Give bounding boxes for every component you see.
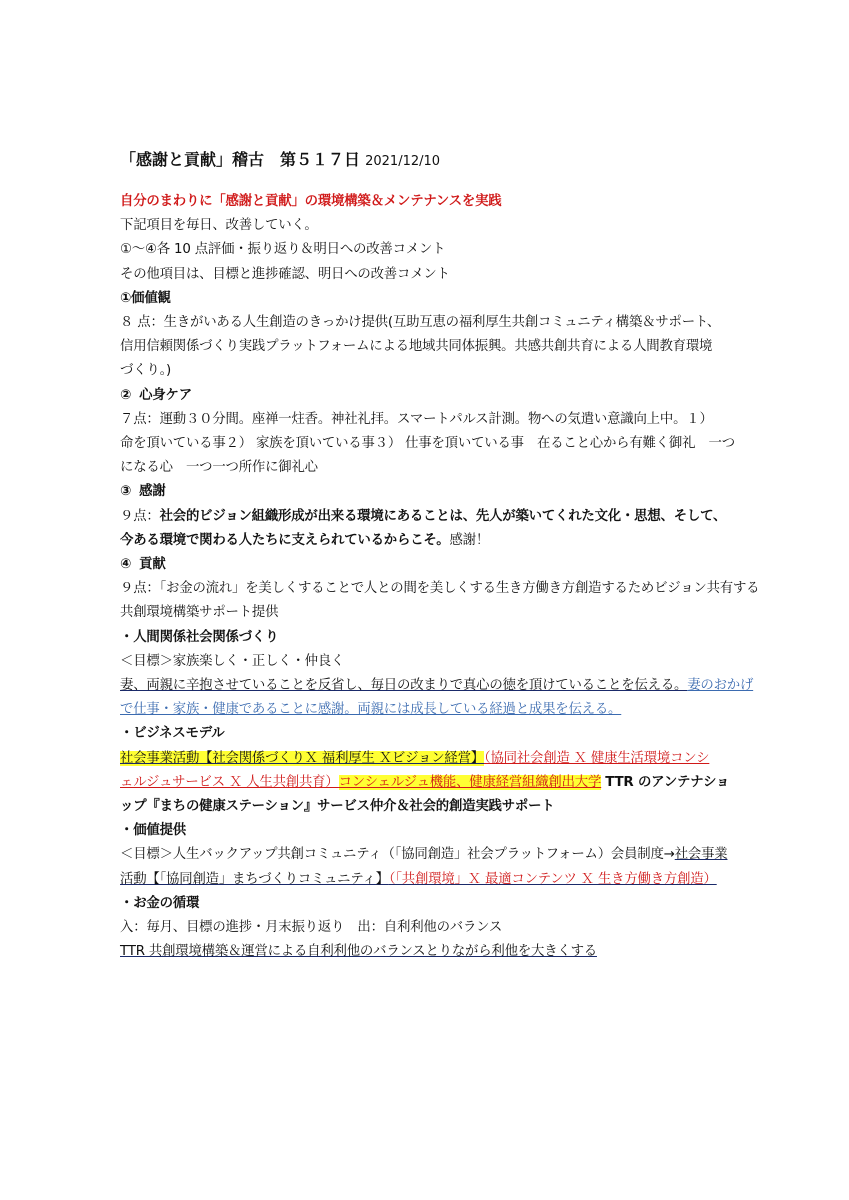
- intro-line-2: ①～④各 10 点評価・振り返り＆明日への改善コメント: [120, 242, 446, 258]
- care-line-2: 命を頂いている事２） 家族を頂いている事３） 仕事を頂いている事 在ること心から有難く御礼 一つ: [120, 436, 735, 452]
- business-line-1: [120, 747, 760, 771]
- relations-heading: ・人間関係社会関係づくり: [120, 629, 279, 645]
- business-highlight-2: コンシェルジュ機能、健康経営組織創出大学: [338, 774, 602, 790]
- relations-line-1: [120, 674, 760, 698]
- values-line-3: づくり。): [120, 363, 172, 379]
- money-heading: ・お金の循環: [120, 895, 200, 911]
- offer-text-2-underlined: 活動【「協同創造」まちづくりコミュニティ】: [120, 871, 389, 887]
- business-bold-1: TTR のアンテナショ: [605, 774, 730, 790]
- contribution-title: 貢献: [139, 557, 166, 573]
- gratitude-heading: [120, 480, 760, 504]
- business-red-1: （協同社会創造 Ｘ 健康生活環境コンシ: [484, 750, 710, 766]
- relations-line-2: で仕事・家族・健康であることに感謝。両親には成長している経過と成果を伝える。: [120, 702, 622, 718]
- gratitude-thanks: 感謝！: [449, 532, 490, 548]
- values-line-2: 信用信頼関係づくり実践プラットフォームによる地域共同体振興。共感共創共育による人間教育環境: [120, 339, 713, 355]
- theme-line: 自分のまわりに「感謝と貢献」の環境構築＆メンテナンスを実践: [120, 194, 502, 209]
- title-main: 「感謝と貢献」稽古 第５１７日: [120, 150, 361, 169]
- page-title: [120, 150, 760, 172]
- business-heading: ・ビジネスモデル: [120, 726, 225, 742]
- care-num: ②: [120, 387, 132, 403]
- business-highlight-1: 社会事業活動【社会関係づくりＸ 福利厚生 Ｘビジョン経営】: [120, 750, 484, 766]
- business-red-2: ェルジュサービス Ｘ 人生共創共育）: [120, 774, 339, 790]
- values-heading: ①価値観: [120, 290, 171, 306]
- relations-goal: ＜目標＞家族楽しく・正しく・仲良く: [120, 653, 345, 669]
- gratitude-line-2: [120, 529, 760, 553]
- contribution-heading: [120, 553, 760, 577]
- gratitude-line-1: [120, 505, 760, 529]
- business-line-3: ップ『まちの健康ステーション』サービス仲介＆社会的創造実践サポート: [120, 799, 555, 815]
- money-line-2: TTR 共創環境構築＆運営による自利利他のバランスとりながら利他を大きくする: [120, 944, 597, 960]
- offer-text-1-underlined: 社会事業: [674, 847, 728, 863]
- document-page: [120, 150, 760, 965]
- gratitude-text-1: 社会的ビジョン組織形成が出来る環境にあることは、先人が築いてくれた文化・思想、そして、: [159, 508, 727, 524]
- gratitude-num: ③: [120, 484, 132, 500]
- care-heading: [120, 384, 760, 408]
- relations-text-2: 妻のおかげ: [687, 678, 754, 694]
- money-line-1: 入：毎月、目標の進捗・月末振り返り 出：自利利他のバランス: [120, 920, 503, 936]
- gratitude-title: 感謝: [139, 484, 166, 500]
- intro-line-3: その他項目は、目標と進捗確認、明日への改善コメント: [120, 266, 450, 282]
- relations-text-1: 妻、両親に辛抱させていることを反省し、毎日の改まりで真心の徳を頂けていることを伝える。: [120, 678, 688, 694]
- offer-line-1: [120, 843, 760, 867]
- care-line-3: になる心 一つ一つ所作に御礼心: [120, 460, 318, 476]
- offer-text-2-red: （「共創環境」Ｘ 最適コンテンツ Ｘ 生き方働き方創造）: [388, 871, 717, 887]
- offer-text-1: ＜目標＞人生バックアップ共創コミュニティ（「協同創造」社会プラットフォーム）会員制度→: [120, 847, 675, 863]
- contribution-num: ④: [120, 557, 132, 573]
- contribution-line-2: 共創環境構築サポート提供: [120, 605, 279, 621]
- offer-line-2: [120, 868, 760, 892]
- business-line-2: [120, 771, 760, 795]
- values-line-1: ８ 点：生きがいある人生創造のきっかけ提供(互助互恵の福利厚生共創コミュニティ構築＆サポート、: [120, 315, 721, 331]
- intro-line-1: 下記項目を毎日、改善していく。: [120, 218, 318, 234]
- offer-heading: ・価値提供: [120, 823, 186, 839]
- care-line-1: ７点：運動３０分間。座禅一炷香。神社礼拝。スマートパルス計測。物への気遣い意識向上中。１）: [120, 411, 713, 427]
- title-date: 2021/12/10: [365, 154, 441, 169]
- care-title: 心身ケア: [139, 387, 192, 403]
- gratitude-text-2: 今ある環境で関わる人たちに支えられているからこそ。: [120, 532, 450, 548]
- contribution-line-1: ９点：「お金の流れ」を美しくすることで人との間を美しくする生き方働き方創造するためビジョン共有する: [120, 581, 760, 597]
- gratitude-score: ９点：: [120, 508, 160, 524]
